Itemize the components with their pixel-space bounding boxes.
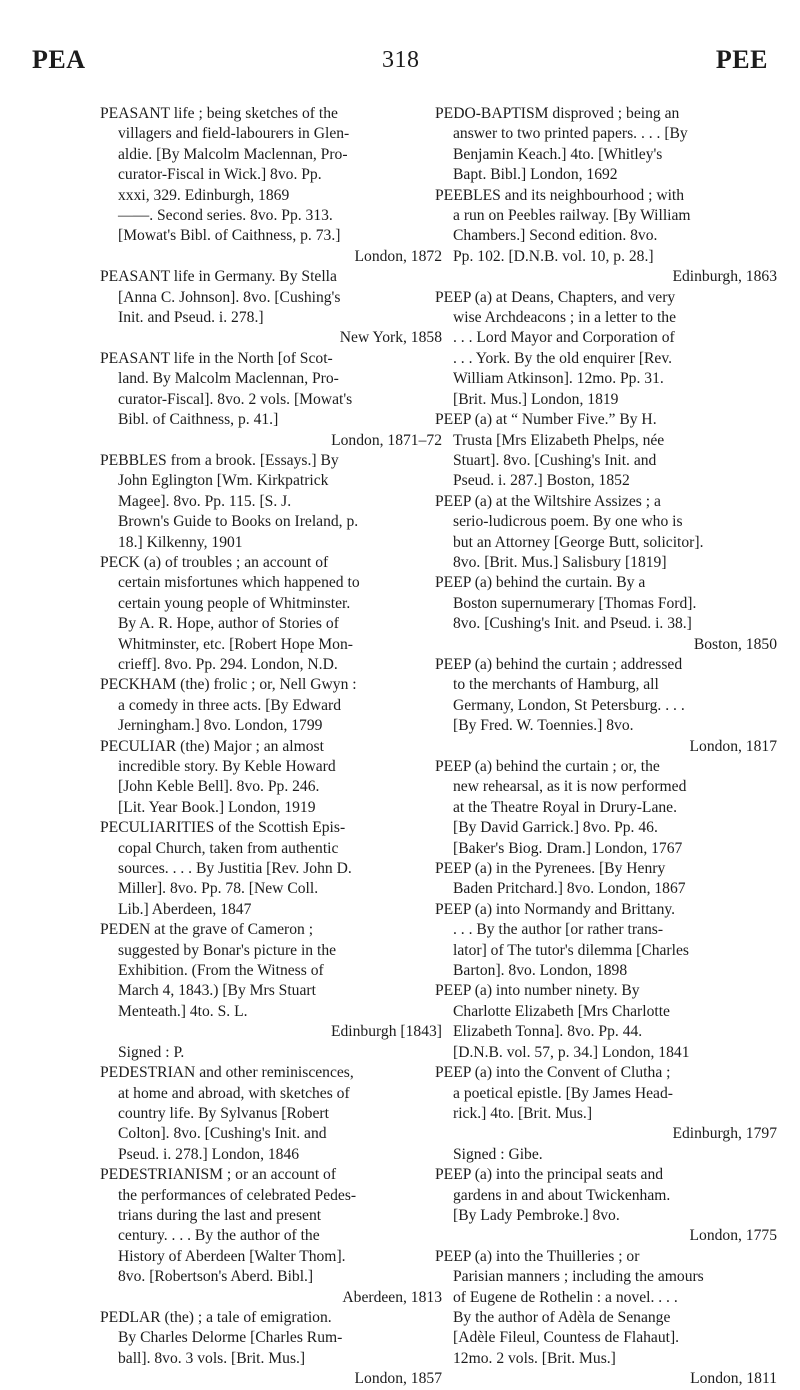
entry-line: the performances of celebrated Pedes- — [118, 1186, 357, 1204]
entry-line: copal Church, taken from authentic — [118, 839, 339, 857]
bibliography-entry — [100, 349, 450, 451]
entry-line: Bapt. Bibl.] London, 1692 — [453, 166, 618, 184]
bibliography-entry — [435, 573, 785, 655]
bibliography-entry — [435, 104, 785, 186]
entry-heading-line: PEEP (a) behind the curtain ; addressed — [435, 655, 683, 673]
left-column — [100, 104, 450, 1390]
entry-line: [Baker's Biog. Dram.] London, 1767 — [453, 839, 683, 857]
entry-line: Exhibition. (From the Witness of — [118, 962, 324, 980]
bibliography-entry — [435, 410, 785, 492]
entry-line: Germany, London, St Petersburg. . . . — [453, 696, 685, 714]
bibliography-entry — [435, 900, 785, 982]
entry-line: William Atkinson]. 12mo. Pp. 31. — [453, 370, 664, 388]
bibliography-entry — [435, 1063, 785, 1165]
entry-heading-line: PECKHAM (the) frolic ; or, Nell Gwyn : — [100, 676, 357, 694]
entry-line: March 4, 1843.) [By Mrs Stuart — [118, 982, 316, 1000]
entry-line: [By Fred. W. Toennies.] 8vo. — [453, 717, 634, 735]
entry-line: Colton]. 8vo. [Cushing's Init. and — [118, 1125, 327, 1143]
entry-line: Trusta [Mrs Elizabeth Phelps, née — [453, 431, 665, 449]
entry-line: lator] of The tutor's dilemma [Charles — [453, 941, 689, 959]
bibliography-entry — [100, 267, 450, 349]
bibliography-entry — [435, 492, 785, 574]
entry-heading-line: PEBBLES from a brook. [Essays.] By — [100, 451, 339, 469]
entry-line: 8vo. [Brit. Mus.] Salisbury [1819] — [453, 553, 667, 571]
entry-line: but an Attorney [George Butt, solicitor]. — [453, 533, 704, 551]
entry-heading-line: PECK (a) of troubles ; an account of — [100, 553, 329, 571]
entry-line: London, 1871–72 — [331, 431, 442, 449]
entry-line: Jerningham.] 8vo. London, 1799 — [118, 717, 323, 735]
entry-line: Edinburgh, 1797 — [672, 1125, 777, 1143]
entry-line: a comedy in three acts. [By Edward — [118, 696, 341, 714]
entry-heading-line: PEDO-BAPTISM disproved ; being an — [435, 105, 680, 122]
entry-line: at the Theatre Royal in Drury-Lane. — [453, 798, 678, 816]
running-header — [32, 40, 768, 80]
bibliography-entry — [100, 451, 450, 553]
entry-heading-line: PEEP (a) into the Convent of Clutha ; — [435, 1064, 671, 1082]
bibliography-entry — [100, 553, 450, 675]
entry-line: to the merchants of Hamburg, all — [453, 676, 659, 694]
entry-heading-line: PEASANT life ; being sketches of the — [100, 105, 338, 122]
entry-line: Whitminster, etc. [Robert Hope Mon- — [118, 635, 353, 653]
entry-heading-line: PEEP (a) into number ninety. By — [435, 982, 640, 1000]
entry-line: a poetical epistle. [By James Head- — [453, 1084, 673, 1102]
entry-line: Parisian manners ; including the amours — [453, 1268, 704, 1286]
entry-line: Pseud. i. 287.] Boston, 1852 — [453, 472, 630, 490]
bibliography-entry — [435, 1247, 785, 1390]
entry-line: crieff]. 8vo. Pp. 294. London, N.D. — [118, 655, 338, 673]
entry-line: New York, 1858 — [339, 329, 442, 347]
entry-heading-line: PEEP (a) behind the curtain. By a — [435, 574, 646, 592]
entry-line: century. . . . By the author of the — [118, 1227, 320, 1245]
entry-line: Stuart]. 8vo. [Cushing's Init. and — [453, 451, 657, 469]
bibliography-entry — [435, 288, 785, 410]
bibliography-entry — [100, 1063, 450, 1165]
entry-line: curator-Fiscal in Wick.] 8vo. Pp. — [118, 166, 322, 184]
entry-line: Bibl. of Caithness, p. 41.] — [118, 411, 279, 429]
entry-line: sources. . . . By Justitia [Rev. John D. — [118, 860, 352, 878]
entry-line: certain young people of Whitminster. — [118, 594, 351, 612]
entry-line: London, 1857 — [354, 1370, 442, 1388]
entry-line: Charlotte Elizabeth [Mrs Charlotte — [453, 1002, 670, 1020]
entry-line: History of Aberdeen [Walter Thom]. — [118, 1247, 346, 1265]
entry-heading-line: PEEP (a) into the principal seats and — [435, 1166, 664, 1184]
entry-line: ——. Second series. 8vo. Pp. 313. — [118, 207, 333, 225]
entry-line: of Eugene de Rothelin : a novel. . . . — [453, 1288, 678, 1306]
entry-line: Miller]. 8vo. Pp. 78. [New Coll. — [118, 880, 319, 898]
header-right-word: PEE — [715, 45, 768, 74]
entry-line: By the author of Adèla de Senange — [453, 1308, 671, 1326]
entry-line: Boston supernumerary [Thomas Ford]. — [453, 594, 697, 612]
entry-line: serio-ludicrous poem. By one who is — [453, 513, 683, 531]
entry-line: wise Archdeacons ; in a letter to the — [453, 309, 677, 327]
entry-line: Brown's Guide to Books on Ireland, p. — [118, 513, 359, 531]
entry-line: ball]. 8vo. 3 vols. [Brit. Mus.] — [118, 1349, 306, 1367]
page-number: 318 — [381, 46, 420, 73]
entry-line: [Adèle Fileul, Countess de Flahaut]. — [453, 1329, 680, 1347]
entry-line: [By Lady Pembroke.] 8vo. — [453, 1206, 620, 1224]
entry-heading-line: PEASANT life in the North [of Scot- — [100, 349, 333, 367]
entry-heading-line: PEEBLES and its neighbourhood ; with — [435, 186, 685, 204]
entry-heading-line: PEEP (a) at the Wiltshire Assizes ; a — [435, 492, 661, 510]
header-left-word: PEA — [32, 45, 86, 74]
entry-heading-line: PEASANT life in Germany. By Stella — [100, 268, 337, 286]
entry-heading-line: PECULIAR (the) Major ; an almost — [100, 737, 324, 755]
entry-line: London, 1775 — [689, 1227, 777, 1245]
entry-line: . . . By the author [or rather trans- — [453, 921, 664, 939]
bibliography-entry — [100, 737, 450, 819]
entry-line: [Mowat's Bibl. of Caithness, p. 73.] — [118, 227, 341, 245]
bibliography-entry — [435, 655, 785, 757]
entry-heading-line: PEEP (a) in the Pyrenees. [By Henry — [435, 860, 666, 878]
entry-line: [Anna C. Johnson]. 8vo. [Cushing's — [118, 288, 341, 306]
right-column — [435, 104, 785, 1390]
entry-line: 8vo. [Cushing's Init. and Pseud. i. 38.] — [453, 615, 692, 633]
entry-line: [John Keble Bell]. 8vo. Pp. 246. — [118, 778, 320, 796]
entry-line: gardens in and about Twickenham. — [453, 1186, 671, 1204]
bibliography-entry — [100, 818, 450, 920]
entry-line: a run on Peebles railway. [By William — [453, 207, 691, 225]
entry-line: curator-Fiscal]. 8vo. 2 vols. [Mowat's — [118, 390, 353, 408]
entry-line: Barton]. 8vo. London, 1898 — [453, 962, 628, 980]
entry-heading-line: PEEP (a) behind the curtain ; or, the — [435, 758, 660, 775]
entry-line: London, 1817 — [689, 737, 777, 755]
entry-line: villagers and field-labourers in Glen- — [118, 125, 350, 143]
entry-heading-line: PEDEN at the grave of Cameron ; — [100, 921, 314, 939]
entry-line: Init. and Pseud. i. 278.] — [118, 309, 264, 327]
entry-line: Baden Pritchard.] 8vo. London, 1867 — [453, 880, 686, 898]
entry-line: rick.] 4to. [Brit. Mus.] — [453, 1104, 593, 1122]
entry-line: London, 1872 — [354, 247, 442, 265]
entry-heading-line: PEDESTRIANISM ; or an account of — [100, 1166, 337, 1184]
entry-line: Chambers.] Second edition. 8vo. — [453, 227, 658, 245]
bibliography-entry — [435, 1165, 785, 1247]
entry-line: Magee]. 8vo. Pp. 115. [S. J. — [118, 492, 292, 510]
bibliography-entry — [100, 920, 450, 1063]
entry-line: incredible story. By Keble Howard — [118, 758, 336, 775]
entry-signature-line: Signed : P. — [118, 1043, 185, 1061]
entry-heading-line: PEDLAR (the) ; a tale of emigration. — [100, 1308, 332, 1326]
entry-line: . . . York. By the old enquirer [Rev. — [453, 349, 673, 367]
entry-heading-line: PECULIARITIES of the Scottish Epis- — [100, 819, 346, 837]
entry-line: land. By Malcolm Maclennan, Pro- — [118, 370, 339, 388]
bibliography-entry — [100, 1165, 450, 1308]
entry-line: Pseud. i. 278.] London, 1846 — [118, 1145, 300, 1163]
entry-line: answer to two printed papers. . . . [By — [453, 125, 688, 143]
entry-line: 8vo. [Robertson's Aberd. Bibl.] — [118, 1268, 314, 1286]
entry-line: Menteath.] 4to. S. L. — [118, 1002, 248, 1020]
entry-line: London, 1811 — [690, 1370, 777, 1388]
entry-line: By Charles Delorme [Charles Rum- — [118, 1329, 343, 1347]
bibliography-entry — [435, 186, 785, 288]
entry-heading-line: PEEP (a) into Normandy and Brittany. — [435, 900, 676, 918]
bibliography-entry — [435, 859, 785, 900]
entry-line: Elizabeth Tonna]. 8vo. Pp. 44. — [453, 1023, 643, 1041]
entry-line: aldie. [By Malcolm Maclennan, Pro- — [118, 145, 348, 163]
entry-line: new rehearsal, as it is now performed — [453, 778, 687, 796]
entry-line: [By David Garrick.] 8vo. Pp. 46. — [453, 819, 658, 837]
entry-line: at home and abroad, with sketches of — [118, 1084, 350, 1102]
entry-line: country life. By Sylvanus [Robert — [118, 1104, 329, 1122]
entry-heading-line: PEEP (a) into the Thuilleries ; or — [435, 1247, 640, 1265]
entry-line: Aberdeen, 1813 — [342, 1288, 442, 1306]
entry-heading-line: PEEP (a) at “ Number Five.” By H. — [435, 411, 657, 429]
entry-line: . . . Lord Mayor and Corporation of — [453, 329, 675, 347]
entry-line: suggested by Bonar's picture in the — [118, 941, 337, 959]
entry-line: Pp. 102. [D.N.B. vol. 10, p. 28.] — [453, 247, 654, 265]
entry-line: By A. R. Hope, author of Stories of — [118, 615, 339, 633]
entry-signature-line: Signed : Gibe. — [453, 1145, 543, 1163]
entry-line: [D.N.B. vol. 57, p. 34.] London, 1841 — [453, 1043, 690, 1061]
entry-line: certain misfortunes which happened to — [118, 574, 360, 592]
entry-line: 18.] Kilkenny, 1901 — [118, 533, 243, 551]
entry-line: John Eglington [Wm. Kirkpatrick — [118, 472, 329, 490]
bibliography-entry — [100, 1308, 450, 1390]
entry-line: Boston, 1850 — [693, 635, 777, 653]
entry-line: Edinburgh [1843] — [330, 1023, 442, 1041]
entry-line: [Brit. Mus.] London, 1819 — [453, 390, 619, 408]
bibliography-entry — [435, 981, 785, 1063]
entry-line: Edinburgh, 1863 — [672, 268, 777, 286]
entry-line: Benjamin Keach.] 4to. [Whitley's — [453, 145, 663, 163]
entry-line: [Lit. Year Book.] London, 1919 — [118, 798, 316, 816]
entry-line: 12mo. 2 vols. [Brit. Mus.] — [453, 1349, 616, 1367]
bibliography-entry — [100, 675, 450, 736]
entry-heading-line: PEEP (a) at Deans, Chapters, and very — [435, 288, 676, 306]
bibliography-entry — [100, 104, 450, 267]
entry-line: xxxi, 329. Edinburgh, 1869 — [118, 186, 290, 204]
bibliography-entry — [435, 757, 785, 859]
entry-line: Lib.] Aberdeen, 1847 — [118, 900, 252, 918]
entry-heading-line: PEDESTRIAN and other reminiscences, — [100, 1064, 354, 1082]
entry-line: trians during the last and present — [118, 1206, 322, 1224]
